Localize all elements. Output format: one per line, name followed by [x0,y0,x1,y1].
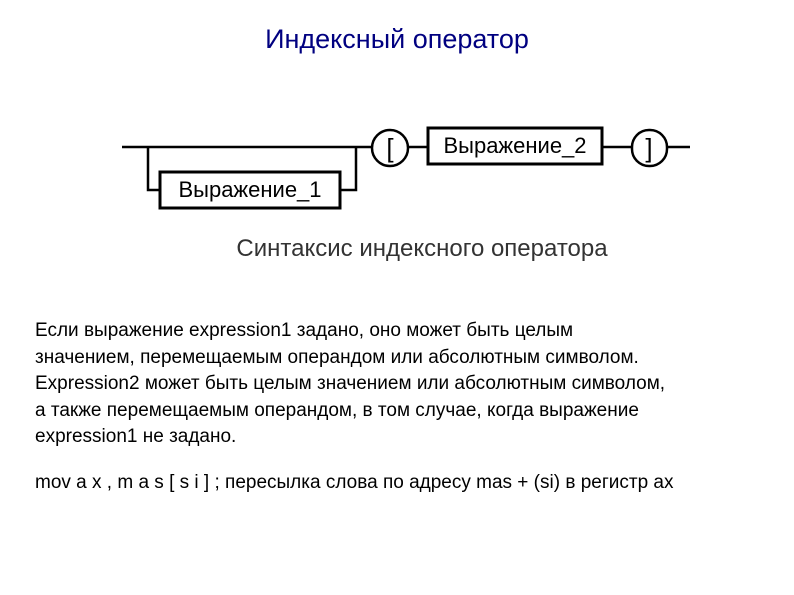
open-bracket-symbol: [ [386,133,394,163]
paragraph-line: Expression2 может быть целым значением или абсолютным символом, [35,373,666,394]
code-example: mov a x , m a s [ s i ] ; пересылка слова по адресу mas + (si) в регистр ax [35,472,674,493]
paragraph-line: а также перемещаемым операндом, в том случае, когда выражение [35,399,639,421]
close-bracket-symbol: ] [645,133,653,163]
expr2-label: Выражение_2 [443,133,587,158]
expr1-loop-left [148,147,160,190]
diagram-caption: Синтаксис индексного оператора [236,235,608,262]
expr1-label: Выражение_1 [178,177,322,202]
expr1-loop-right [340,147,356,190]
paragraph-line: Если выражение expression1 задано, оно может быть целым [35,320,574,341]
paragraph-line: expression1 не задано. [35,426,237,447]
paragraph-line: значением, перемещаемым операндом или абсолютным символом. [35,346,639,368]
slide-title: Индексный оператор [265,24,529,54]
description-paragraph [35,318,775,451]
